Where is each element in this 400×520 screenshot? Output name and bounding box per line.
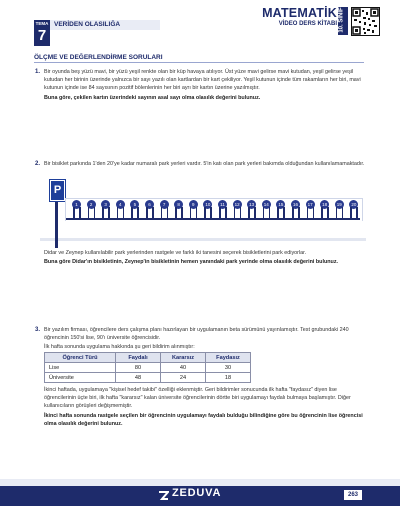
tema-label: TEMA bbox=[35, 21, 49, 26]
section-divider bbox=[34, 62, 364, 63]
parking-slot-number: 1 bbox=[72, 200, 81, 209]
parking-slot-number: 4 bbox=[116, 200, 125, 209]
parking-slot-number: 12 bbox=[234, 202, 240, 207]
qr-code-icon[interactable] bbox=[351, 7, 380, 36]
q1-number: 1. bbox=[35, 69, 41, 75]
parking-slot-number: 17 bbox=[307, 202, 313, 207]
parking-sign-icon: P bbox=[50, 180, 65, 201]
parking-slot-number: 11 bbox=[218, 200, 227, 209]
section-title: ÖLÇME VE DEĞERLENDİRME SORULARI bbox=[34, 54, 163, 61]
topic-title: VERİDEN OLASILIĞA bbox=[54, 21, 121, 28]
parking-slot-number: 20 bbox=[351, 202, 357, 207]
q3-text-b: İlk hafta sonunda uygulama hakkında şu geri bildirim alınmıştır: bbox=[44, 344, 195, 350]
q1-question: Buna göre, çekilen kartın üzerindeki sayının asal sayı olma olasılık değerini bulunuz. bbox=[44, 95, 261, 101]
q2-text2: Didar ve Zeynep kullanılabilir park yerlerinden rastgele ve farklı iki tanesini seçerek bisikletlerini park ediyorlar. bbox=[44, 250, 307, 256]
grade-badge bbox=[338, 7, 348, 35]
parking-slot-number: 2 bbox=[87, 200, 96, 209]
parking-slot-number: 19 bbox=[336, 202, 342, 207]
table-row bbox=[45, 363, 251, 373]
parking-slot-number: 15 bbox=[278, 202, 284, 207]
table-cell: 18 bbox=[206, 373, 251, 383]
feedback-table-wrap bbox=[44, 352, 251, 383]
grade-label: 10. SINIF bbox=[338, 7, 345, 33]
table-cell: Lise bbox=[45, 363, 116, 373]
table-cell: Üniversite bbox=[45, 373, 116, 383]
parking-slot-number: 13 bbox=[249, 202, 255, 207]
q3-number: 3. bbox=[35, 327, 41, 333]
parking-slot-number: 9 bbox=[189, 200, 198, 209]
parking-slot-number: 10 bbox=[205, 202, 211, 207]
tema-badge bbox=[34, 20, 50, 46]
table-header: Öğrenci Türü bbox=[45, 353, 116, 363]
q2-question: Buna göre Didar'ın bisikletinin, Zeynep'in bisikletinin hemen yanındaki park yerinde olma olasılık değerini bulunuz. bbox=[44, 259, 339, 265]
footer-brand: ZEDUVA bbox=[172, 487, 222, 499]
table-row bbox=[45, 373, 251, 383]
parking-slot-number: 3 bbox=[101, 200, 110, 209]
parking-rack-base bbox=[66, 218, 360, 220]
brand-subtitle: VİDEO DERS KİTABI bbox=[278, 21, 337, 27]
parking-slot-number: 8 bbox=[174, 200, 183, 209]
q2-number: 2. bbox=[35, 161, 41, 167]
parking-slot-number: 6 bbox=[145, 200, 154, 209]
q1-text: Bir oyunda beş yüzü mavi, bir yüzü yeşil renkte olan bir küp havaya atılıyor. Üst yüze mavi gelirse mavi kutudan, yeşil gelirse yeşil kutudan her birinin üzerinde yalnızca bir sayı yazılı olan kartlardan bir kart çekiliyor. Yeşil kutunun içinde tüm rakamların her biri, mavi kutunun içinde ise 84 sayısının pozitif bölenlerinin her biri ayrı bir kartın üzerine yazılmıştır. bbox=[44, 69, 361, 91]
parking-slot-number: 7 bbox=[160, 200, 169, 209]
table-cell: 24 bbox=[161, 373, 206, 383]
table-cell: 40 bbox=[161, 363, 206, 373]
park-ground bbox=[40, 238, 366, 241]
feedback-table bbox=[44, 352, 251, 383]
table-cell: 48 bbox=[116, 373, 161, 383]
book-brand bbox=[255, 6, 337, 28]
brand-title: MATEMATİK bbox=[262, 6, 337, 20]
sign-pole bbox=[55, 196, 58, 248]
zeduva-logo-icon bbox=[158, 488, 169, 499]
parking-slot-number: 18 bbox=[322, 202, 328, 207]
table-cell: 30 bbox=[206, 363, 251, 373]
tema-number: 7 bbox=[37, 27, 47, 44]
table-cell: 80 bbox=[116, 363, 161, 373]
parking-slot-number: 5 bbox=[130, 200, 139, 209]
q3-text: Bir yazılım firması, öğrencilere ders çalışma planı hazırlayan bir uygulamanın beta sürümünü yayınlamıştır. Test grubundaki 240 öğrencinin 150'si lise, 90'ı üniversite öğrencisidir. bbox=[44, 327, 349, 341]
parking-slot-number: 14 bbox=[263, 202, 269, 207]
page-number: 263 bbox=[344, 490, 362, 500]
table-header: Kararsız bbox=[161, 353, 206, 363]
table-header-row bbox=[45, 353, 251, 363]
q3-question: İkinci hafta sonunda rastgele seçilen bir öğrencinin uygulamayı faydalı bulduğu bilindiğine göre bu öğrencinin lise öğrencisi olma olasılık değerini bulunuz. bbox=[44, 413, 363, 427]
table-header: Faydalı bbox=[116, 353, 161, 363]
q3-text2: İkinci haftada, uygulamaya "kişisel hedef takibi" özelliği eklenmiştir. Geri bildirimler sonucunda ilk hafta "faydasız" diyen lise öğrencilerinin üçte biri, ilk hafta "kararsız" kalan üniversite öğrencilerinin dörtte biri uygulamayı faydalı bulmaya başlamıştır. Diğer kullanıcıların görüşleri değişmemiştir. bbox=[44, 387, 351, 409]
parking-slot-number: 16 bbox=[292, 202, 298, 207]
table-header: Faydasız bbox=[206, 353, 251, 363]
q2-text: Bir bisiklet parkında 1'den 20'ye kadar numaralı park yerleri vardır. 5'in katı olan park yerleri bakımda olduğundan kullanılamamaktadır. bbox=[44, 161, 365, 167]
